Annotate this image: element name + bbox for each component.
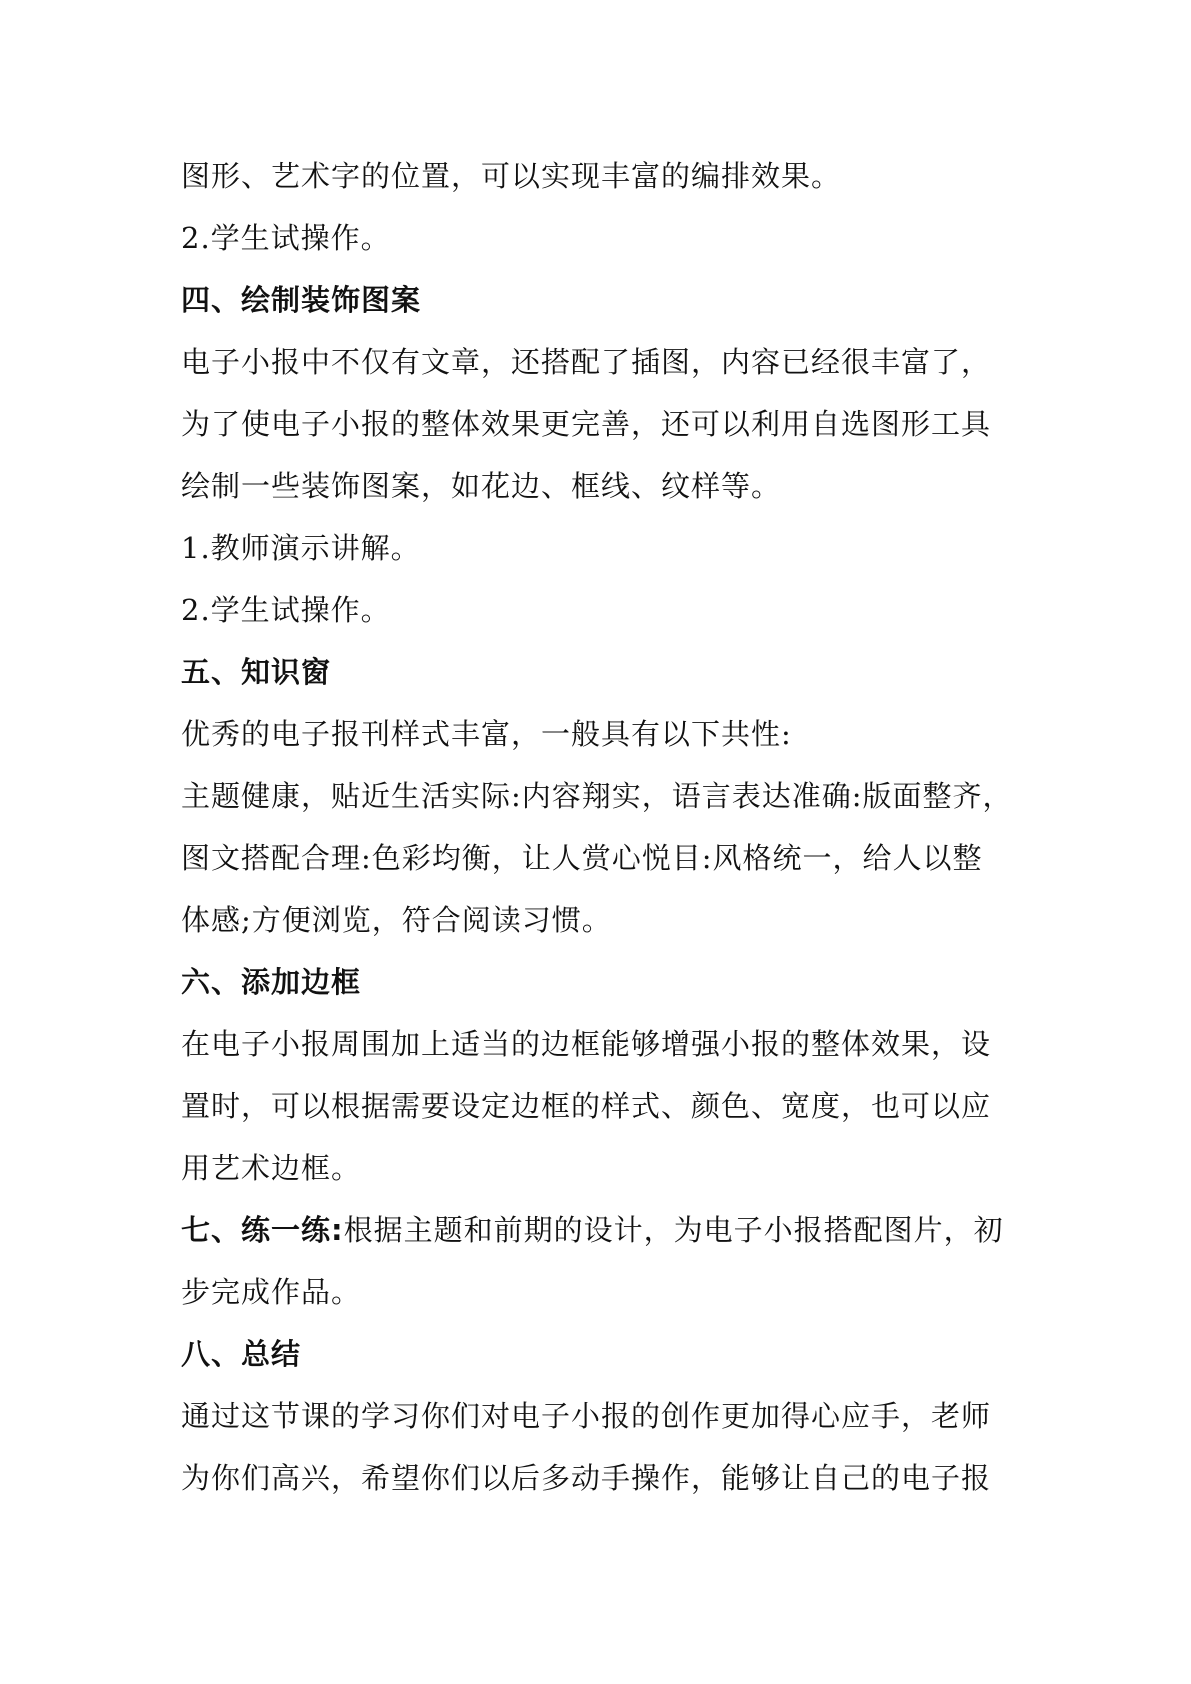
- section-heading: 五、知识窗: [181, 655, 332, 689]
- exercise-line: [181, 1212, 1004, 1248]
- section-heading: 八、总结: [181, 1337, 302, 1371]
- paragraph-line: 绘制一些装饰图案，如花边、框线、纹样等。: [181, 469, 782, 503]
- paragraph-line: 步完成作品。: [181, 1275, 362, 1309]
- paragraph-line: 用艺术边框。: [181, 1151, 362, 1185]
- paragraph-line: 为了使电子小报的整体效果更完善，还可以利用自选图形工具: [181, 407, 992, 441]
- paragraph-line: 主题健康，贴近生活实际:内容翔实，语言表达准确:版面整齐，: [181, 779, 1013, 813]
- paragraph-line: 通过这节课的学习你们对电子小报的创作更加得心应手，老师: [181, 1399, 992, 1433]
- list-item: 2.学生试操作。: [181, 221, 391, 255]
- paragraph-line: 在电子小报周围加上适当的边框能够增强小报的整体效果，设: [181, 1027, 992, 1061]
- section-heading: 四、绘制装饰图案: [181, 283, 422, 317]
- paragraph-line: 为你们高兴，希望你们以后多动手操作，能够让自己的电子报: [181, 1461, 992, 1495]
- paragraph-line: 电子小报中不仅有文章，还搭配了插图，内容已经很丰富了，: [181, 345, 992, 379]
- paragraph-line: 图形、艺术字的位置，可以实现丰富的编排效果。: [181, 159, 842, 193]
- list-item: 1.教师演示讲解。: [181, 531, 421, 565]
- paragraph-line: 优秀的电子报刊样式丰富，一般具有以下共性:: [181, 717, 792, 751]
- section-heading: 六、添加边框: [181, 965, 362, 999]
- exercise-text: 根据主题和前期的设计，为电子小报搭配图片，初: [343, 1213, 1004, 1247]
- section-heading: 七、练一练:: [181, 1213, 344, 1247]
- paragraph-line: 图文搭配合理:色彩均衡，让人赏心悦目:风格统一，给人以整: [181, 841, 983, 875]
- paragraph-line: 置时，可以根据需要设定边框的样式、颜色、宽度，也可以应: [181, 1089, 992, 1123]
- paragraph-line: 体感;方便浏览，符合阅读习惯。: [181, 903, 612, 937]
- list-item: 2.学生试操作。: [181, 593, 391, 627]
